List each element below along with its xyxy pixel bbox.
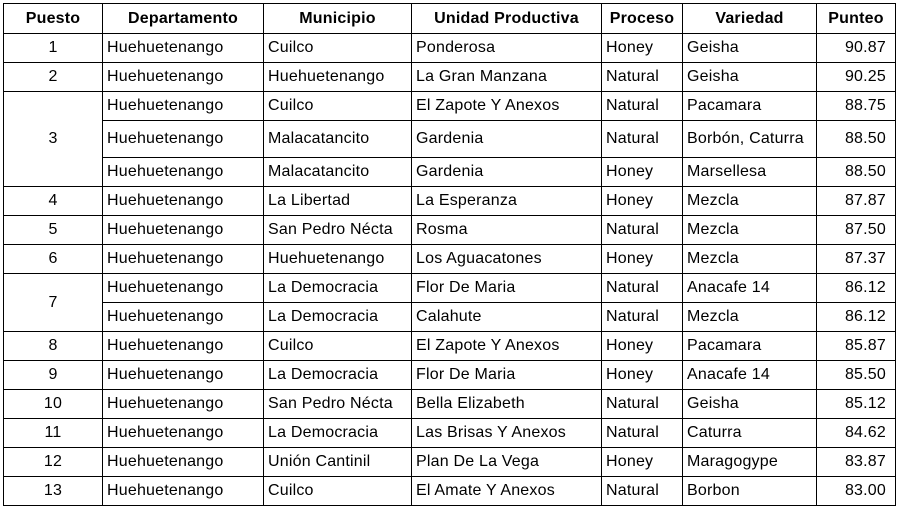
- table-row: [4, 448, 896, 477]
- cell-municipio: La Democracia: [264, 274, 412, 303]
- cell-departamento: Huehuetenango: [103, 92, 264, 121]
- cell-municipio: Cuilco: [264, 477, 412, 506]
- cell-departamento: Huehuetenango: [103, 34, 264, 63]
- cell-variedad: Mezcla: [683, 303, 817, 332]
- cell-punteo: 88.50: [817, 158, 896, 187]
- header-municipio: Municipio: [264, 4, 412, 34]
- cell-puesto: 7: [4, 274, 103, 332]
- ranking-table: [3, 3, 896, 506]
- cell-municipio: Huehuetenango: [264, 245, 412, 274]
- cell-punteo: 84.62: [817, 419, 896, 448]
- cell-proceso: Natural: [602, 274, 683, 303]
- cell-unidad-productiva: Calahute: [412, 303, 602, 332]
- table-row: [4, 158, 896, 187]
- cell-municipio: La Democracia: [264, 303, 412, 332]
- header-proceso: Proceso: [602, 4, 683, 34]
- cell-punteo: 90.25: [817, 63, 896, 92]
- cell-punteo: 87.37: [817, 245, 896, 274]
- cell-proceso: Natural: [602, 63, 683, 92]
- cell-punteo: 83.00: [817, 477, 896, 506]
- cell-unidad-productiva: Bella Elizabeth: [412, 390, 602, 419]
- cell-variedad: Marsellesa: [683, 158, 817, 187]
- cell-puesto: 2: [4, 63, 103, 92]
- cell-variedad: Maragogype: [683, 448, 817, 477]
- cell-unidad-productiva: Los Aguacatones: [412, 245, 602, 274]
- cell-puesto: 10: [4, 390, 103, 419]
- cell-variedad: Geisha: [683, 390, 817, 419]
- cell-variedad: Caturra: [683, 419, 817, 448]
- cell-puesto: 4: [4, 187, 103, 216]
- cell-variedad: Pacamara: [683, 332, 817, 361]
- cell-unidad-productiva: La Gran Manzana: [412, 63, 602, 92]
- cell-unidad-productiva: Las Brisas Y Anexos: [412, 419, 602, 448]
- cell-proceso: Natural: [602, 121, 683, 158]
- cell-variedad: Anacafe 14: [683, 361, 817, 390]
- cell-punteo: 85.50: [817, 361, 896, 390]
- cell-punteo: 88.50: [817, 121, 896, 158]
- cell-municipio: La Libertad: [264, 187, 412, 216]
- cell-proceso: Natural: [602, 303, 683, 332]
- cell-departamento: Huehuetenango: [103, 477, 264, 506]
- cell-puesto: 6: [4, 245, 103, 274]
- table-row: [4, 390, 896, 419]
- cell-departamento: Huehuetenango: [103, 361, 264, 390]
- table-row: [4, 274, 896, 303]
- table-row: [4, 361, 896, 390]
- cell-proceso: Natural: [602, 92, 683, 121]
- cell-unidad-productiva: Ponderosa: [412, 34, 602, 63]
- cell-punteo: 83.87: [817, 448, 896, 477]
- table-row: [4, 332, 896, 361]
- cell-puesto: 11: [4, 419, 103, 448]
- cell-unidad-productiva: Flor De Maria: [412, 361, 602, 390]
- cell-puesto: 3: [4, 92, 103, 187]
- cell-proceso: Honey: [602, 187, 683, 216]
- cell-municipio: Huehuetenango: [264, 63, 412, 92]
- cell-proceso: Honey: [602, 34, 683, 63]
- cell-municipio: Cuilco: [264, 34, 412, 63]
- cell-variedad: Geisha: [683, 63, 817, 92]
- cell-departamento: Huehuetenango: [103, 274, 264, 303]
- cell-departamento: Huehuetenango: [103, 63, 264, 92]
- cell-punteo: 87.50: [817, 216, 896, 245]
- cell-variedad: Mezcla: [683, 187, 817, 216]
- cell-departamento: Huehuetenango: [103, 303, 264, 332]
- cell-unidad-productiva: Gardenia: [412, 158, 602, 187]
- cell-departamento: Huehuetenango: [103, 332, 264, 361]
- cell-proceso: Honey: [602, 158, 683, 187]
- cell-punteo: 88.75: [817, 92, 896, 121]
- cell-proceso: Natural: [602, 216, 683, 245]
- table-row: [4, 34, 896, 63]
- cell-punteo: 90.87: [817, 34, 896, 63]
- header-departamento: Departamento: [103, 4, 264, 34]
- cell-puesto: 12: [4, 448, 103, 477]
- table-row: [4, 245, 896, 274]
- cell-municipio: Cuilco: [264, 92, 412, 121]
- table-row: [4, 419, 896, 448]
- cell-departamento: Huehuetenango: [103, 448, 264, 477]
- cell-unidad-productiva: El Zapote Y Anexos: [412, 92, 602, 121]
- cell-puesto: 13: [4, 477, 103, 506]
- cell-unidad-productiva: El Zapote Y Anexos: [412, 332, 602, 361]
- cell-municipio: La Democracia: [264, 419, 412, 448]
- table-row: [4, 303, 896, 332]
- cell-municipio: Malacatancito: [264, 158, 412, 187]
- cell-proceso: Honey: [602, 332, 683, 361]
- cell-municipio: La Democracia: [264, 361, 412, 390]
- cell-departamento: Huehuetenango: [103, 390, 264, 419]
- cell-unidad-productiva: El Amate Y Anexos: [412, 477, 602, 506]
- cell-unidad-productiva: Plan De La Vega: [412, 448, 602, 477]
- cell-punteo: 87.87: [817, 187, 896, 216]
- header-unidad-productiva: Unidad Productiva: [412, 4, 602, 34]
- cell-puesto: 1: [4, 34, 103, 63]
- table-row: [4, 121, 896, 158]
- cell-variedad: Mezcla: [683, 245, 817, 274]
- cell-puesto: 8: [4, 332, 103, 361]
- cell-puesto: 9: [4, 361, 103, 390]
- header-punteo: Punteo: [817, 4, 896, 34]
- cell-unidad-productiva: Rosma: [412, 216, 602, 245]
- cell-departamento: Huehuetenango: [103, 245, 264, 274]
- cell-proceso: Honey: [602, 245, 683, 274]
- cell-municipio: Malacatancito: [264, 121, 412, 158]
- cell-municipio: San Pedro Nécta: [264, 390, 412, 419]
- table-row: [4, 187, 896, 216]
- header-variedad: Variedad: [683, 4, 817, 34]
- cell-variedad: Borbón, Caturra: [683, 121, 817, 158]
- cell-puesto: 5: [4, 216, 103, 245]
- cell-punteo: 85.87: [817, 332, 896, 361]
- cell-municipio: Unión Cantinil: [264, 448, 412, 477]
- header-row: [4, 4, 896, 34]
- cell-municipio: Cuilco: [264, 332, 412, 361]
- cell-proceso: Honey: [602, 361, 683, 390]
- cell-punteo: 86.12: [817, 303, 896, 332]
- cell-punteo: 85.12: [817, 390, 896, 419]
- cell-unidad-productiva: La Esperanza: [412, 187, 602, 216]
- header-puesto: Puesto: [4, 4, 103, 34]
- cell-variedad: Anacafe 14: [683, 274, 817, 303]
- cell-variedad: Geisha: [683, 34, 817, 63]
- cell-proceso: Natural: [602, 390, 683, 419]
- cell-variedad: Mezcla: [683, 216, 817, 245]
- table-row: [4, 92, 896, 121]
- cell-proceso: Natural: [602, 419, 683, 448]
- cell-punteo: 86.12: [817, 274, 896, 303]
- cell-proceso: Honey: [602, 448, 683, 477]
- cell-municipio: San Pedro Nécta: [264, 216, 412, 245]
- cell-departamento: Huehuetenango: [103, 121, 264, 158]
- cell-departamento: Huehuetenango: [103, 158, 264, 187]
- cell-departamento: Huehuetenango: [103, 216, 264, 245]
- table-row: [4, 63, 896, 92]
- table-row: [4, 477, 896, 506]
- cell-variedad: Borbon: [683, 477, 817, 506]
- cell-departamento: Huehuetenango: [103, 187, 264, 216]
- cell-proceso: Natural: [602, 477, 683, 506]
- cell-variedad: Pacamara: [683, 92, 817, 121]
- cell-unidad-productiva: Flor De Maria: [412, 274, 602, 303]
- table-row: [4, 216, 896, 245]
- cell-departamento: Huehuetenango: [103, 419, 264, 448]
- cell-unidad-productiva: Gardenia: [412, 121, 602, 158]
